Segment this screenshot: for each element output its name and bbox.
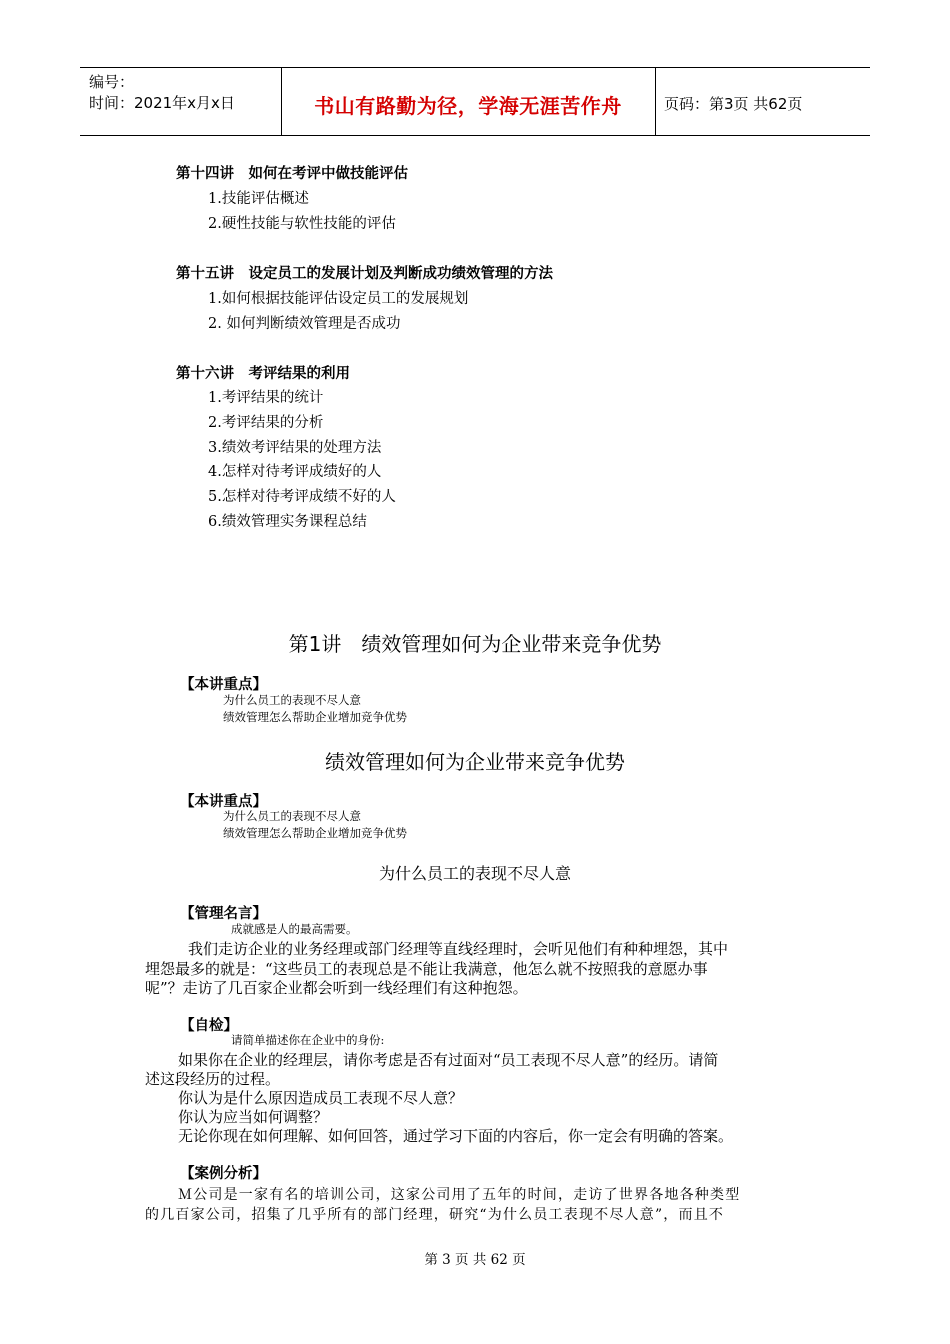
header-meta <box>89 72 235 114</box>
outline-title-14: 第十四讲 如何在考评中做技能评估 <box>176 166 408 182</box>
case-line: 的几百家公司，招集了几乎所有的部门经理，研究“为什么员工表现不尽人意”，而且不 <box>145 1207 725 1223</box>
self-check-line: 如果你在企业的经理层，请你考虑是否有过面对“员工表现不尽人意”的经历。请简 <box>178 1051 719 1069</box>
self-check-label: 【自检】 <box>180 1018 238 1034</box>
quote-label: 【管理名言】 <box>180 906 267 922</box>
key-point: 绩效管理怎么帮助企业增加竞争优势 <box>223 710 407 724</box>
case-line: Ｍ公司是一家有名的培训公司，这家公司用了五年的时间，走访了世界各地各种类型 <box>178 1187 741 1203</box>
outline-item: 1.技能评估概述 <box>208 191 309 207</box>
header-divider-2 <box>655 67 656 136</box>
outline-item: 2.硬性技能与软性技能的评估 <box>208 216 396 232</box>
outline-item: 5.怎样对待考评成绩不好的人 <box>208 489 396 505</box>
key-points-label: 【本讲重点】 <box>180 794 267 810</box>
case-label: 【案例分析】 <box>180 1166 267 1182</box>
outline-item: 6.绩效管理实务课程总结 <box>208 514 367 530</box>
outline-title-15: 第十五讲 设定员工的发展计划及判断成功绩效管理的方法 <box>176 266 553 282</box>
self-check-line: 你认为是什么原因造成员工表现不尽人意？ <box>178 1089 464 1107</box>
paragraph-line: 我们走访企业的业务经理或部门经理等直线经理时，会听见他们有种种埋怨，其中 <box>188 940 729 958</box>
header-bottom-rule <box>80 135 870 136</box>
management-quote: 成就感是人的最高需要。 <box>231 922 358 936</box>
page-footer: 第 3 页 共 62 页 <box>424 1252 526 1268</box>
self-check-line: 你认为应当如何调整？ <box>178 1108 329 1126</box>
outline-item: 3.绩效考评结果的处理方法 <box>208 440 382 456</box>
paragraph-line: 埋怨最多的就是：“这些员工的表现总是不能让我满意，他怎么就不按照我的意愿办事 <box>145 960 708 978</box>
key-point: 为什么员工的表现不尽人意 <box>223 693 361 707</box>
outline-item: 4.怎样对待考评成绩好的人 <box>208 464 382 480</box>
outline-item: 2.考评结果的分析 <box>208 415 324 431</box>
header-number: 编号： <box>89 73 135 91</box>
outline-item: 2. 如何判断绩效管理是否成功 <box>208 316 401 332</box>
header-divider-1 <box>281 67 282 136</box>
paragraph-line: 呢”？走访了几百家企业都会听到一线经理们有这种抱怨。 <box>145 979 528 997</box>
outline-title-16: 第十六讲 考评结果的利用 <box>176 366 350 382</box>
self-check-prompt: 请简单描述你在企业中的身份: <box>231 1033 385 1047</box>
outline-item: 1.考评结果的统计 <box>208 390 324 406</box>
key-point: 绩效管理怎么帮助企业增加竞争优势 <box>223 826 407 840</box>
section-heading: 绩效管理如何为企业带来竞争优势 <box>325 750 625 774</box>
key-points-label: 【本讲重点】 <box>180 677 267 693</box>
outline-item: 1.如何根据技能评估设定员工的发展规划 <box>208 291 469 307</box>
lecture-heading: 第1讲 绩效管理如何为企业带来竞争优势 <box>288 632 662 656</box>
header-page-info: 页码：第3页 共62页 <box>664 95 803 113</box>
subsection-heading: 为什么员工的表现不尽人意 <box>378 864 571 883</box>
header-date: 时间：2021年x月x日 <box>89 94 235 112</box>
header-motto: 书山有路勤为径，学海无涯苦作舟 <box>314 94 622 118</box>
key-point: 为什么员工的表现不尽人意 <box>223 809 361 823</box>
header-top-rule <box>80 67 870 68</box>
self-check-line: 述这段经历的过程。 <box>145 1070 281 1088</box>
self-check-line: 无论你现在如何理解、如何回答，通过学习下面的内容后，你一定会有明确的答案。 <box>178 1127 734 1145</box>
